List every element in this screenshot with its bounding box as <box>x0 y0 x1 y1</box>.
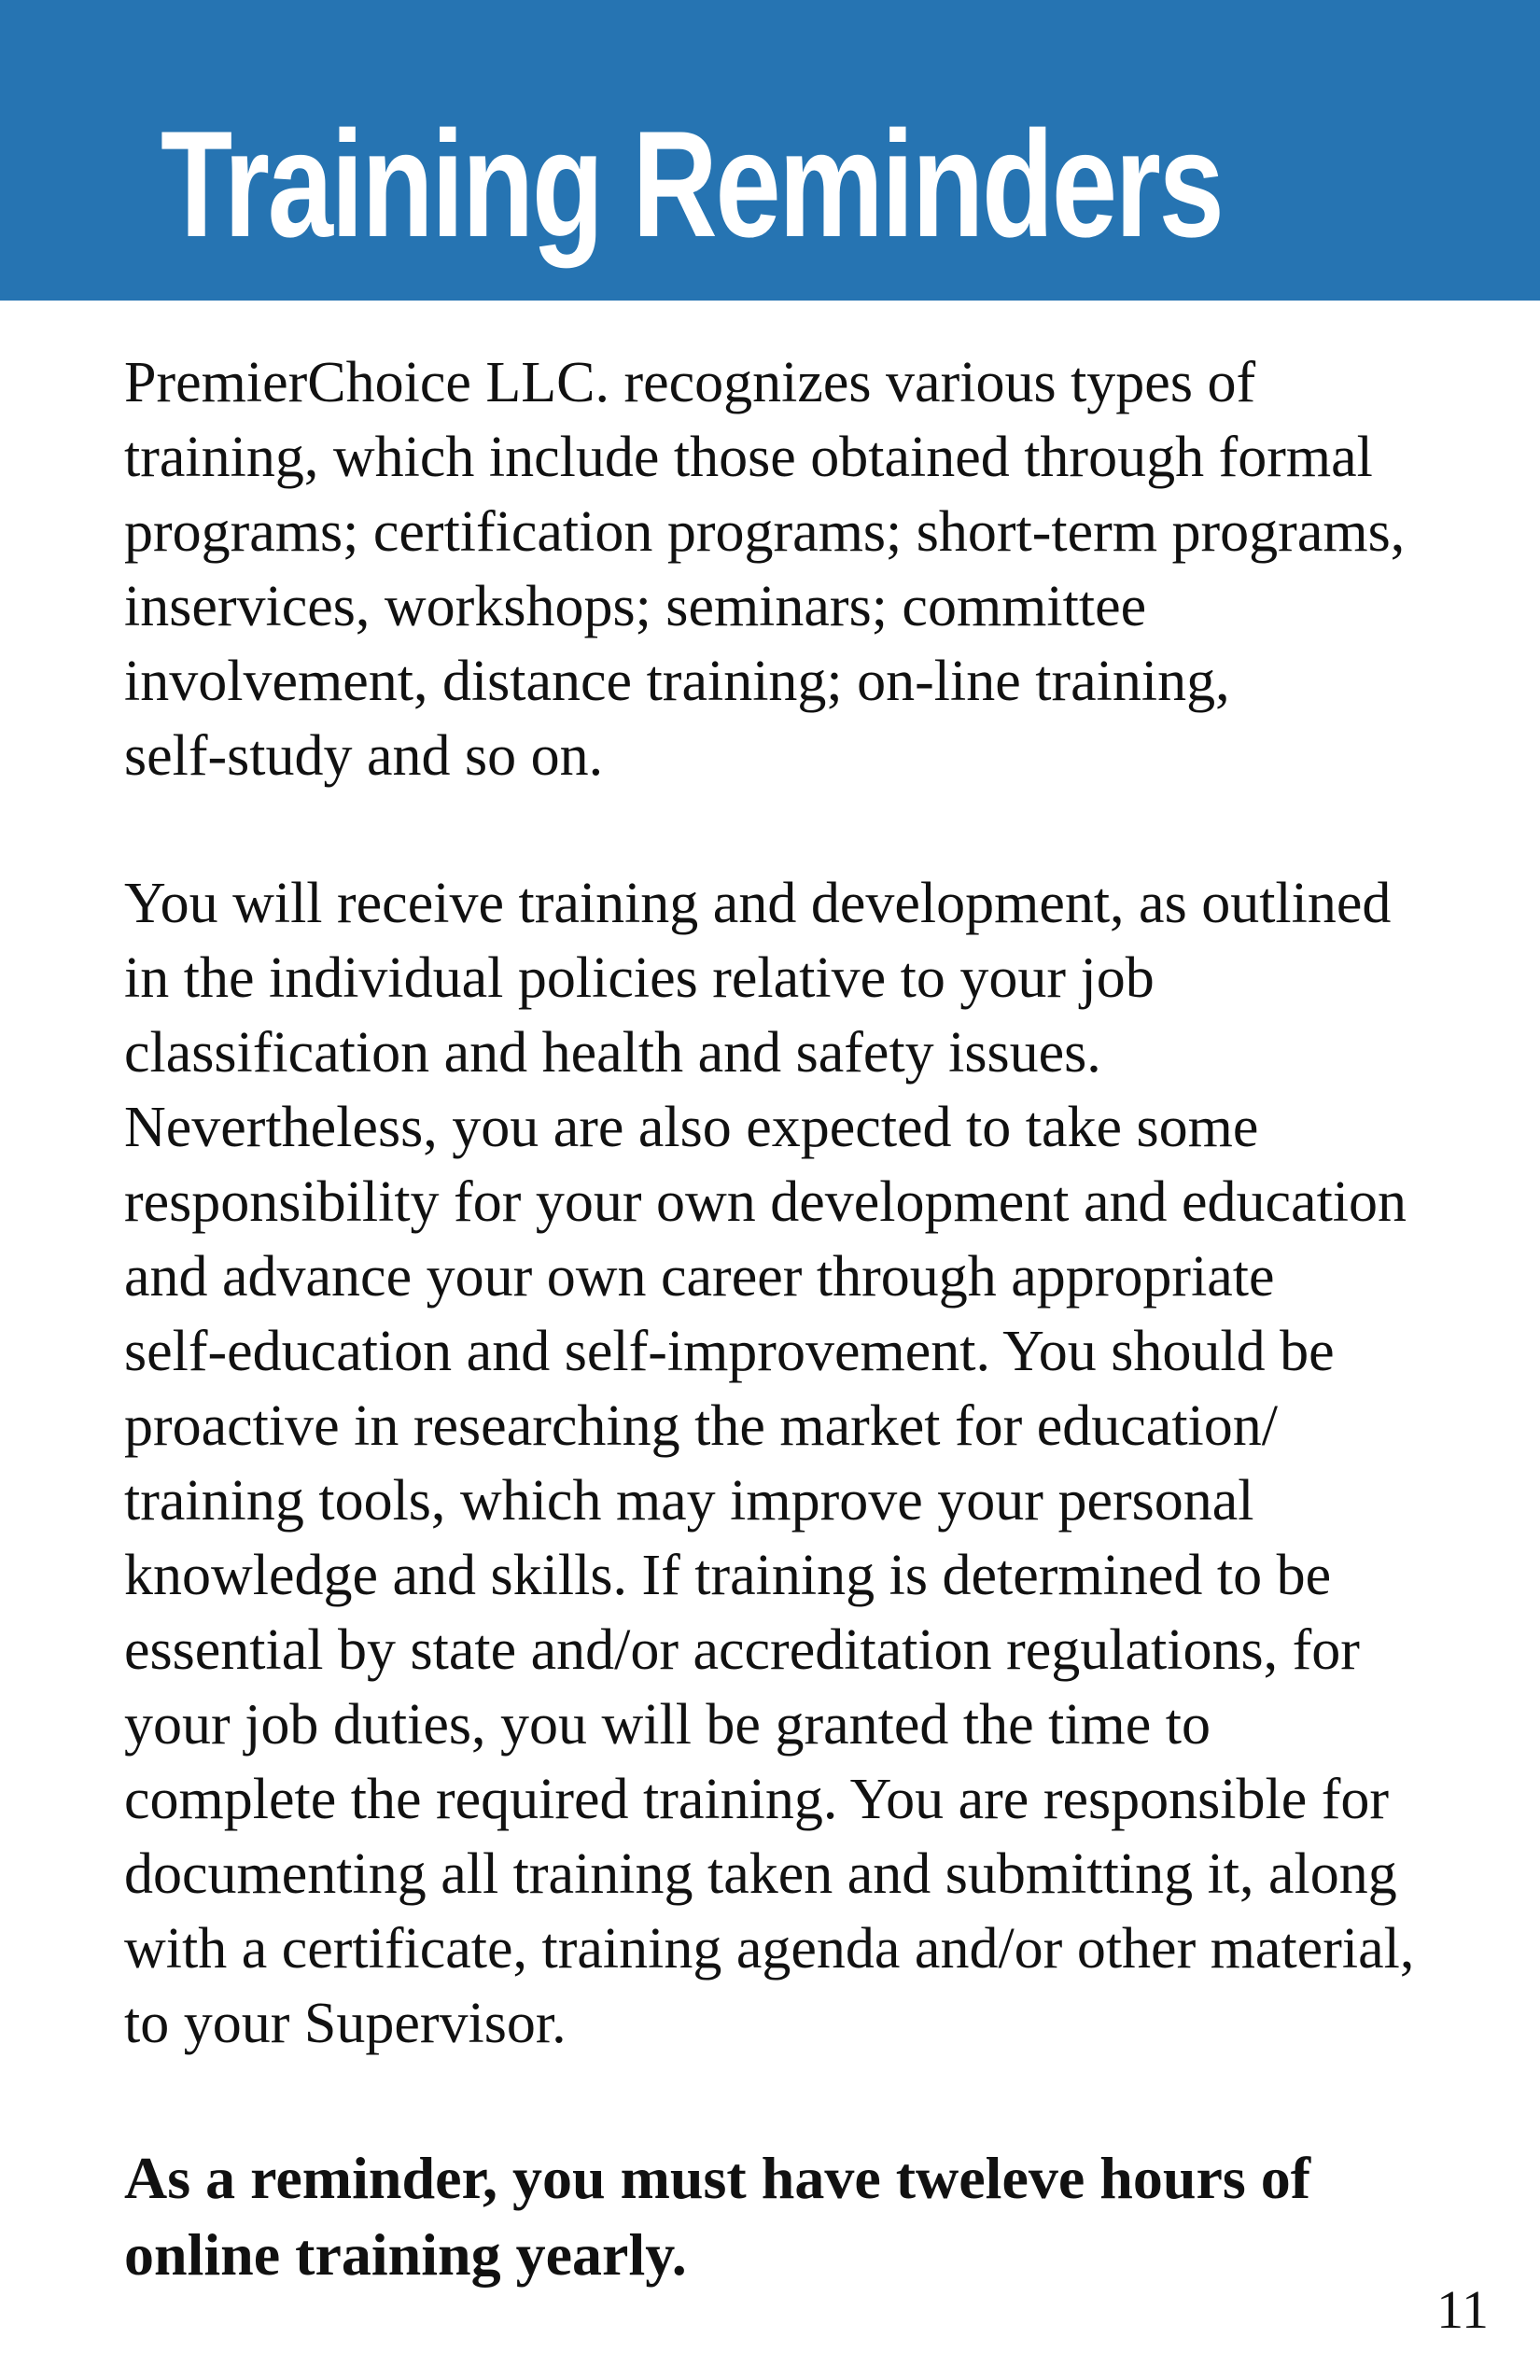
paragraph-line: proactive in researching the market for education/ <box>124 1394 1279 1458</box>
paragraph-line: programs; certification programs; short-term programs, <box>124 500 1406 564</box>
paragraph-line: and advance your own career through appropriate <box>124 1245 1275 1309</box>
page-number: 11 <box>1436 2279 1489 2340</box>
paragraph-line: responsibility for your own development and education <box>124 1170 1407 1234</box>
paragraph-line: involvement, distance training; on-line training, <box>124 650 1230 713</box>
paragraph-line: essential by state and/or accreditation regulations, for <box>124 1618 1360 1682</box>
header-band <box>0 0 1540 301</box>
paragraph-line: PremierChoice LLC. recognizes various types of <box>124 351 1256 414</box>
paragraph-line: to your Supervisor. <box>124 1992 567 2055</box>
paragraph-line: training, which include those obtained through formal <box>124 426 1373 489</box>
paragraph-line: complete the required training. You are responsible for <box>124 1768 1390 1831</box>
paragraph-line: You will receive training and development, as outlined <box>124 872 1392 935</box>
reminder-line: online training yearly. <box>124 2221 687 2288</box>
reminder-line: As a reminder, you must have tweleve hours of <box>124 2145 1311 2211</box>
paragraph-line: knowledge and skills. If training is determined to be <box>124 1544 1332 1607</box>
paragraph-line: self-education and self-improvement. You should be <box>124 1320 1335 1383</box>
paragraph-line: with a certificate, training agenda and/or other material, <box>124 1917 1415 1981</box>
development-paragraph <box>124 866 1515 2061</box>
paragraph-line: your job duties, you will be granted the time to <box>124 1693 1211 1757</box>
paragraph-line: training tools, which may improve your personal <box>124 1469 1254 1533</box>
intro-paragraph <box>124 345 1515 793</box>
paragraph-line: documenting all training taken and submitting it, along <box>124 1842 1397 1906</box>
paragraph-line: Nevertheless, you are also expected to take some <box>124 1096 1259 1159</box>
page-title: Training Reminders <box>161 100 1223 269</box>
reminder-note <box>124 2140 1515 2293</box>
paragraph-line: inservices, workshops; seminars; committee <box>124 575 1147 638</box>
paragraph-line: in the individual policies relative to your job <box>124 946 1155 1010</box>
paragraph-line: self-study and so on. <box>124 724 604 788</box>
paragraph-line: classification and health and safety issues. <box>124 1021 1101 1085</box>
